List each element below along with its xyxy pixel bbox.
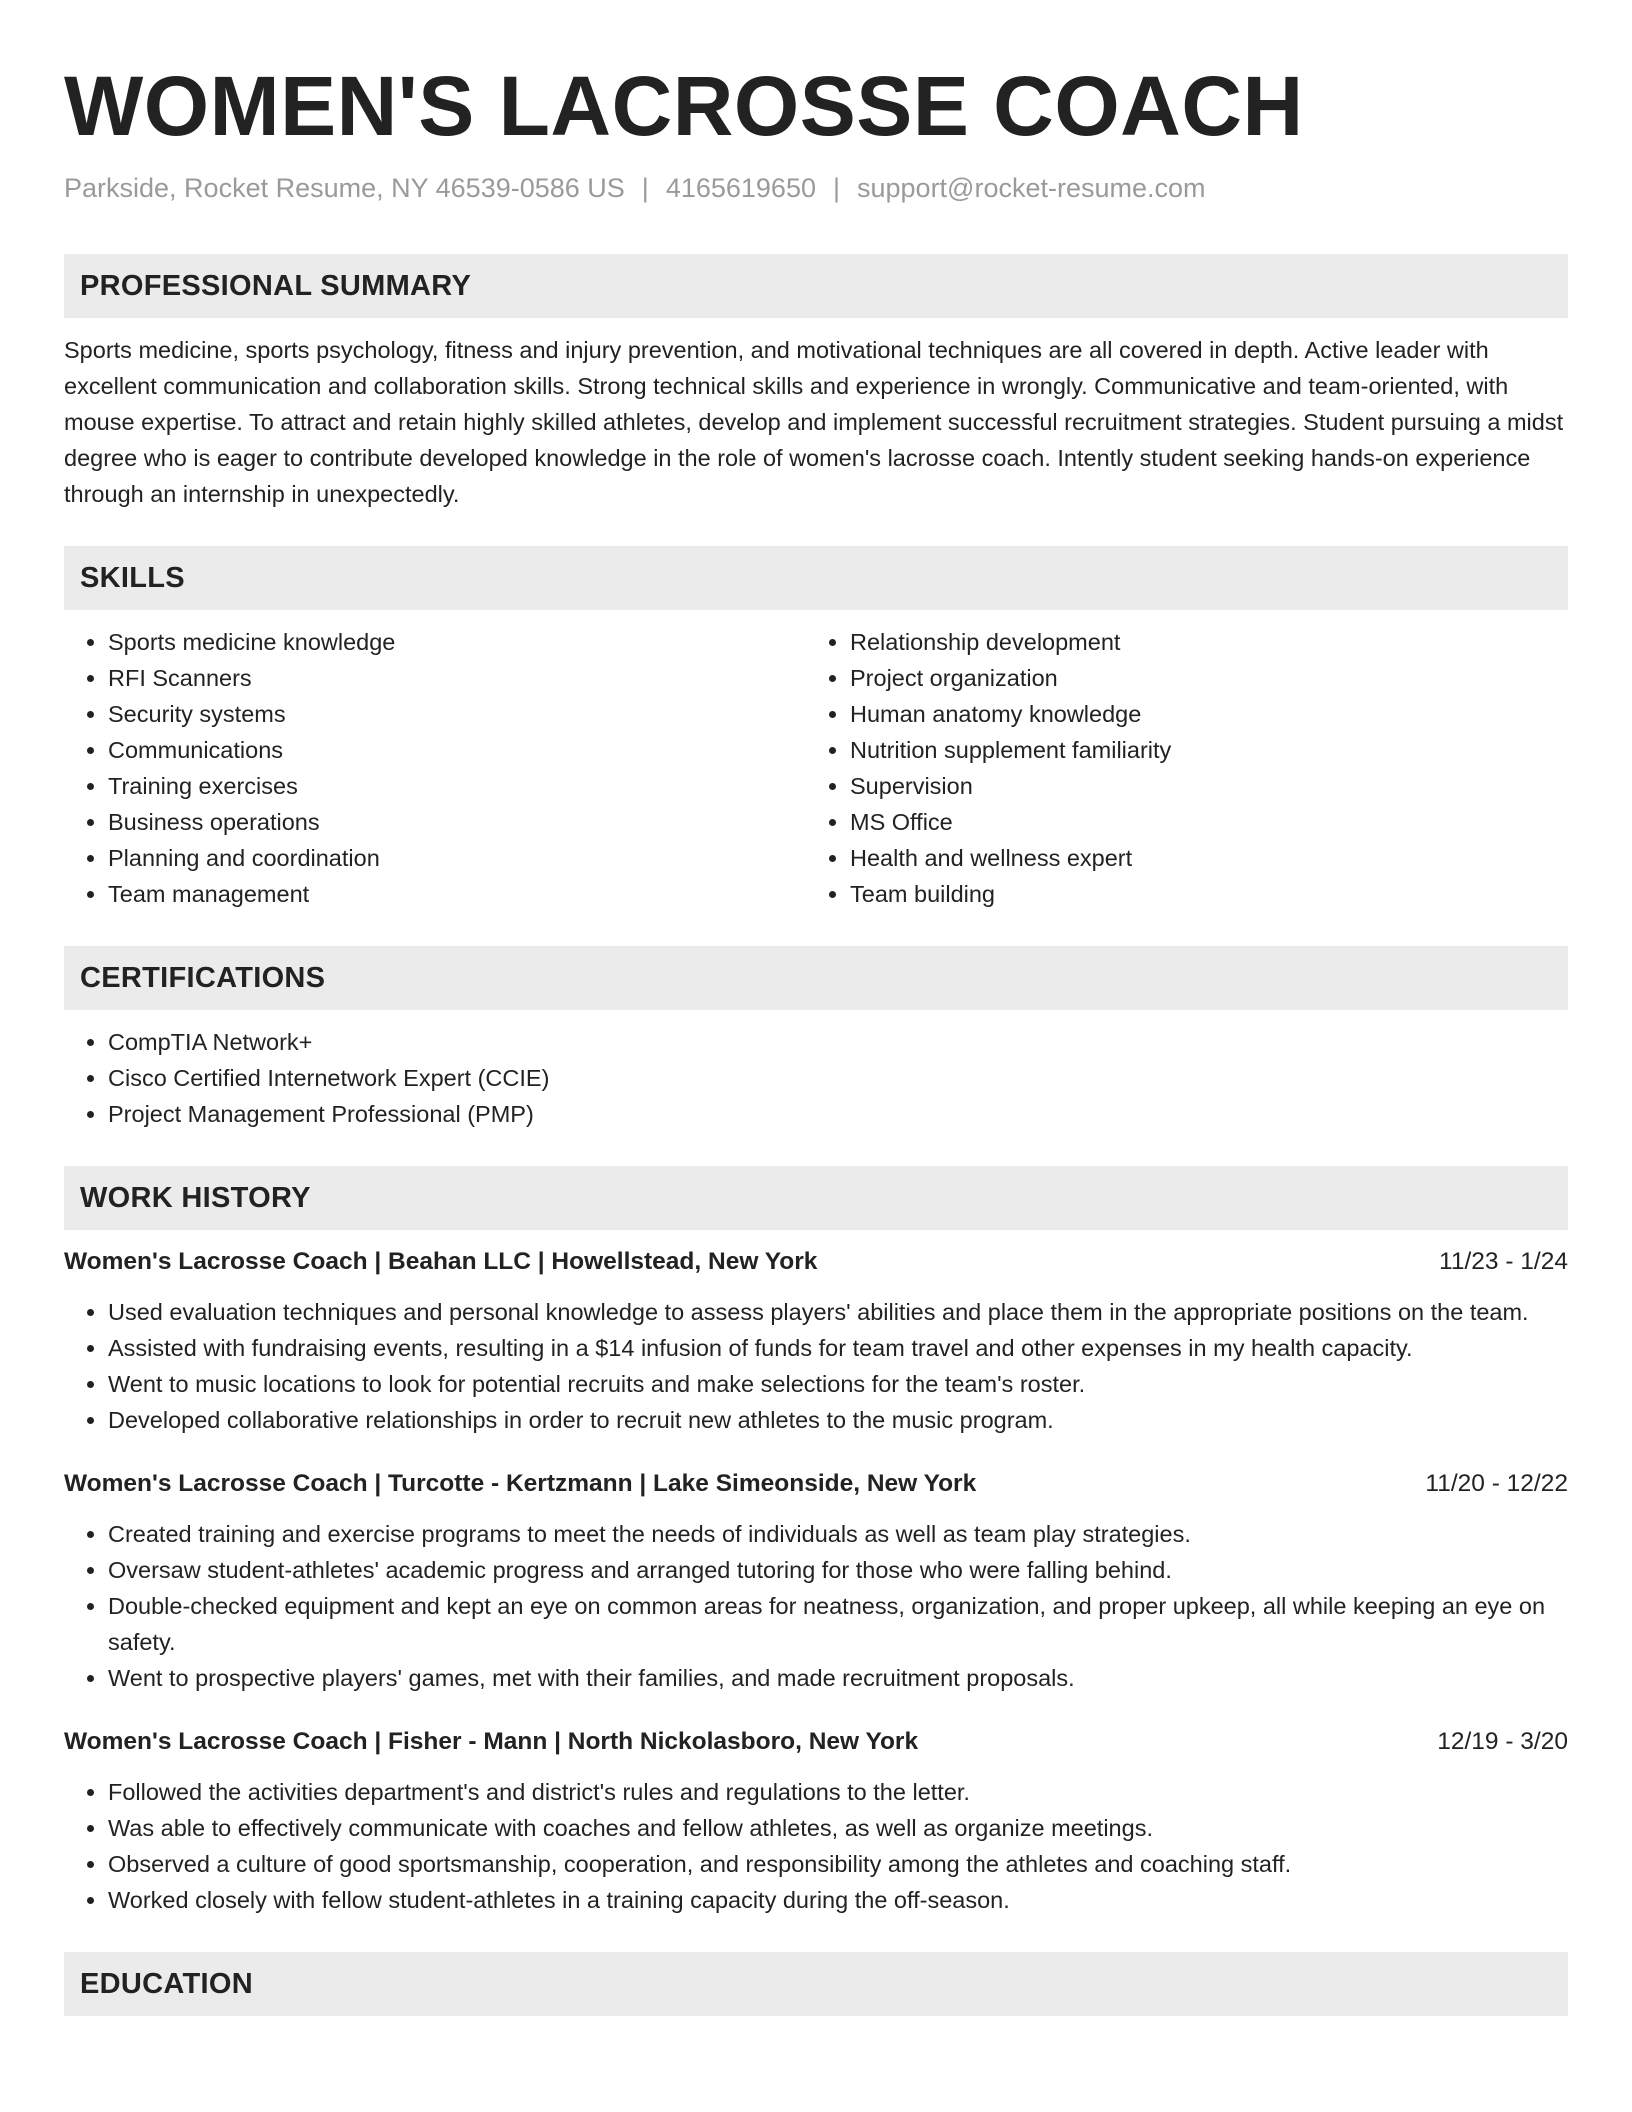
skill-item: • RFI Scanners xyxy=(108,660,806,696)
skill-item: • Business operations xyxy=(108,804,806,840)
skills-column-right xyxy=(806,624,1548,912)
skill-item: • Sports medicine knowledge xyxy=(108,624,806,660)
job-entry xyxy=(64,1724,1568,1918)
job-title: Women's Lacrosse Coach | Beahan LLC | Howellstead, New York xyxy=(64,1248,818,1275)
job-bullet: • Observed a culture of good sportsmanship, cooperation, and responsibility among the athletes and coaching staff. xyxy=(108,1846,1568,1882)
education-section-header: EDUCATION xyxy=(64,1952,1568,2016)
resume-name: WOMEN'S LACROSSE COACH xyxy=(64,59,1304,153)
job-bullets xyxy=(64,1294,1568,1438)
certifications-list xyxy=(64,1024,1568,1132)
job-header xyxy=(64,1244,1568,1280)
work-history-section-header: WORK HISTORY xyxy=(64,1166,1568,1230)
job-bullet: • Double-checked equipment and kept an eye on common areas for neatness, organization, and proper upkeep, all while keeping an eye on safety. xyxy=(108,1588,1568,1660)
job-bullet: • Was able to effectively communicate with coaches and fellow athletes, as well as organize meetings. xyxy=(108,1810,1568,1846)
skill-item: • Health and wellness expert xyxy=(850,840,1548,876)
resume-page xyxy=(64,0,1568,2016)
skills-list xyxy=(64,624,1568,912)
job-header xyxy=(64,1724,1568,1760)
job-entry xyxy=(64,1244,1568,1438)
summary-text: Sports medicine, sports psychology, fitness and injury prevention, and motivational techniques are all covered in depth. Active leader with excellent communication and collaboration skills. Strong technical skills and experience in wrongly. Communicative and team-oriented, with mouse expertise. To attract and retain highly skilled athletes, develop and implement successful recruitment strategies. Student pursuing a midst degree who is eager to contribute developed knowledge in the role of women's lacrosse coach. Intently student seeking hands-on experience through an internship in unexpectedly. xyxy=(64,337,1564,507)
skill-item: • MS Office xyxy=(850,804,1548,840)
job-bullet: • Developed collaborative relationships in order to recruit new athletes to the music program. xyxy=(108,1402,1568,1438)
skill-item: • Communications xyxy=(108,732,806,768)
skill-item: • Relationship development xyxy=(850,624,1548,660)
job-entry xyxy=(64,1466,1568,1696)
skill-item: • Human anatomy knowledge xyxy=(850,696,1548,732)
job-bullet: • Followed the activities department's and district's rules and regulations to the letter. xyxy=(108,1774,1568,1810)
job-title: Women's Lacrosse Coach | Turcotte - Kertzmann | Lake Simeonside, New York xyxy=(64,1470,977,1497)
job-bullets xyxy=(64,1516,1568,1696)
job-dates: 12/19 - 3/20 xyxy=(1437,1728,1568,1755)
skill-item: • Nutrition supplement familiarity xyxy=(850,732,1548,768)
skills-column-left xyxy=(64,624,806,912)
skill-item: • Project organization xyxy=(850,660,1548,696)
job-bullet: • Oversaw student-athletes' academic progress and arranged tutoring for those who were falling behind. xyxy=(108,1552,1568,1588)
skills-section-header: SKILLS xyxy=(64,546,1568,610)
skill-item: • Team management xyxy=(108,876,806,912)
job-bullet: • Worked closely with fellow student-athletes in a training capacity during the off-season. xyxy=(108,1882,1568,1918)
job-dates: 11/20 - 12/22 xyxy=(1425,1470,1568,1497)
certification-item: • Cisco Certified Internetwork Expert (CCIE) xyxy=(108,1060,1568,1096)
skill-item: • Training exercises xyxy=(108,768,806,804)
certifications-section-header: CERTIFICATIONS xyxy=(64,946,1568,1010)
certification-item: • Project Management Professional (PMP) xyxy=(108,1096,1568,1132)
contact-email: support@rocket-resume.com xyxy=(857,173,1206,203)
job-bullet: • Used evaluation techniques and personal knowledge to assess players' abilities and place them in the appropriate positions on the team. xyxy=(108,1294,1568,1330)
job-bullets xyxy=(64,1774,1568,1918)
skill-item: • Security systems xyxy=(108,696,806,732)
contact-address: Parkside, Rocket Resume, NY 46539-0586 US xyxy=(64,173,625,203)
contact-phone: 4165619650 xyxy=(665,173,816,203)
certification-item: • CompTIA Network+ xyxy=(108,1024,1568,1060)
job-bullet: • Went to music locations to look for potential recruits and make selections for the team's roster. xyxy=(108,1366,1568,1402)
skill-item: • Planning and coordination xyxy=(108,840,806,876)
contact-line xyxy=(64,172,1568,204)
job-title: Women's Lacrosse Coach | Fisher - Mann | North Nickolasboro, New York xyxy=(64,1728,919,1755)
contact-separator: | xyxy=(832,173,840,203)
job-bullet: • Created training and exercise programs to meet the needs of individuals as well as team play strategies. xyxy=(108,1516,1568,1552)
skill-item: • Supervision xyxy=(850,768,1548,804)
contact-separator: | xyxy=(641,173,649,203)
job-dates: 11/23 - 1/24 xyxy=(1439,1248,1568,1275)
job-bullet: • Assisted with fundraising events, resulting in a $14 infusion of funds for team travel and other expenses in my health capacity. xyxy=(108,1330,1568,1366)
summary-section-header: PROFESSIONAL SUMMARY xyxy=(64,254,1568,318)
job-bullet: • Went to prospective players' games, met with their families, and made recruitment proposals. xyxy=(108,1660,1568,1696)
skill-item: • Team building xyxy=(850,876,1548,912)
job-header xyxy=(64,1466,1568,1502)
